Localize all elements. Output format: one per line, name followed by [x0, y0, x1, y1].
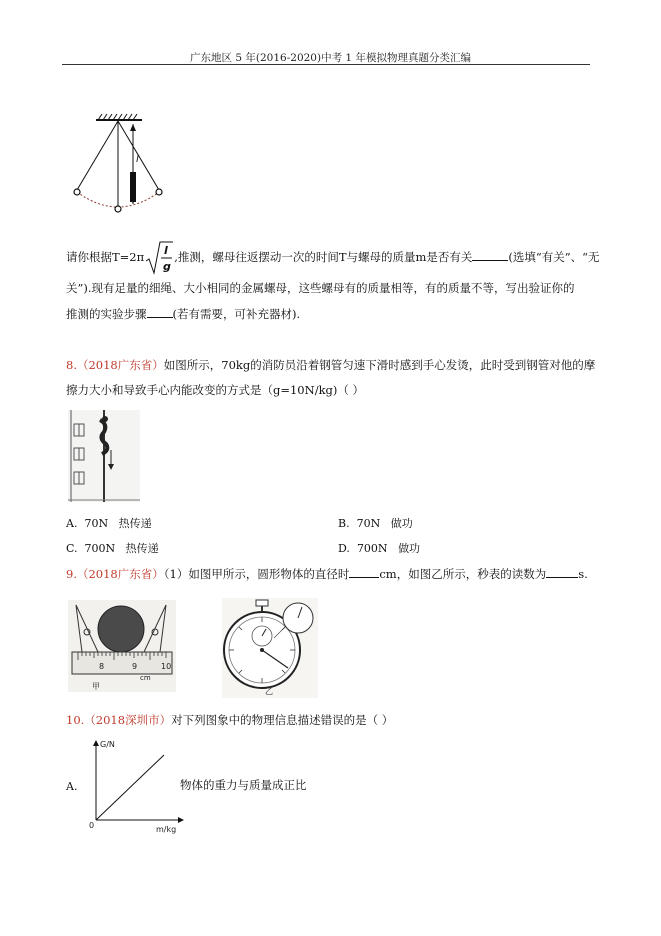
q9-blank-diameter[interactable] [349, 566, 379, 578]
q8-text1: 如图所示，70kg的消防员沿着钢管匀速下滑时感到手心发烫，此时受到钢管对他的摩 [163, 358, 596, 372]
q8-option-d[interactable]: D. 700N 做功 [338, 542, 421, 555]
graph-x-label: m/kg [156, 825, 177, 834]
ruler-circle-figure [68, 600, 176, 692]
formula-numerator: l [164, 244, 168, 257]
figure-a-label: 甲 [92, 682, 100, 691]
q8-option-a[interactable]: A. 70N 热传递 [66, 517, 152, 530]
q7-blank-1[interactable] [472, 249, 508, 261]
firefighter-figure [68, 410, 140, 502]
gravity-mass-graph [86, 735, 186, 835]
q9-number: 9. [66, 567, 77, 581]
formula-denominator: g [163, 260, 172, 273]
graph-y-label: G/N [100, 740, 115, 749]
q7-blank-2[interactable] [147, 306, 173, 318]
page-header: 广东地区 5 年(2016-2020)中考 1 年模拟物理真题分类汇编 [190, 52, 471, 64]
q7-line3-end: (若有需要，可补充器材). [172, 307, 301, 321]
q8-option-b[interactable]: B. 70N 做功 [338, 517, 413, 530]
q9-source: （2018广东省） [76, 567, 164, 581]
q10-option-a-letter[interactable]: A. [66, 780, 78, 793]
q10-text: 对下列图象中的物理信息描述错误的是（ ） [171, 713, 394, 727]
sqrt-formula [144, 239, 174, 277]
q10-option-a-desc: 物体的重力与质量成正比 [180, 778, 307, 792]
stopwatch-figure [222, 598, 318, 698]
q9-blank-stopwatch[interactable] [546, 566, 578, 578]
q7-line1-pre: 请你根据T=2π [66, 250, 145, 264]
q7-line1-end: (选填“有关”、“无 [508, 250, 600, 264]
pendulum-length-label: l [136, 154, 139, 165]
q8-stem-line2: 擦力大小和导致手心内能改变的方式是（g=10N/kg)（ ） [66, 383, 365, 397]
q7-line1-post: ,推测，螺母往返摆动一次的时间T与螺母的质量m是否有关 [174, 250, 473, 264]
graph-origin: 0 [89, 821, 95, 830]
q7-line2: 关”).现有足量的细绳、大小相同的金属螺母，这些螺母有的质量相等，有的质量不等，写出验证你的 [66, 281, 575, 295]
q9-text-mid: cm，如图乙所示，秒表的读数为 [379, 567, 547, 581]
ruler-label-8: 8 [99, 662, 105, 671]
q10-stem [66, 712, 393, 728]
q10-source: （2018深圳市） [84, 713, 172, 727]
q8-number: 8. [66, 358, 77, 372]
q7-line1 [66, 239, 600, 277]
q8-source: （2018广东省） [76, 358, 164, 372]
q7-line3-pre: 推测的实验步骤 [66, 307, 147, 321]
pendulum-figure [70, 112, 170, 218]
q9-stem [66, 566, 588, 582]
ruler-unit: cm [140, 674, 151, 682]
q9-text-pre: （1）如图甲所示，圆形物体的直径时 [163, 567, 350, 581]
q9-text-end: s. [578, 567, 588, 581]
ruler-label-9: 9 [132, 662, 138, 671]
q8-stem-line1 [66, 357, 595, 373]
q10-number: 10. [66, 713, 85, 727]
q7-line3 [66, 306, 300, 322]
ruler-label-10: 10 [161, 662, 172, 671]
header-rule [62, 64, 590, 65]
figure-b-label: 乙 [265, 687, 273, 696]
q8-option-c[interactable]: C. 700N 热传递 [66, 542, 159, 555]
